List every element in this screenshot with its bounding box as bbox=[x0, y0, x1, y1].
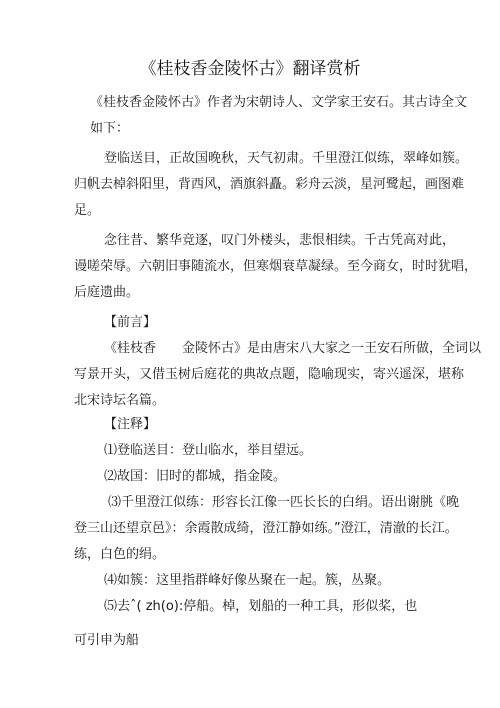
notes-heading: 【注释】 bbox=[104, 417, 157, 432]
poem-stanza-1 bbox=[0, 146, 500, 224]
notes-section bbox=[0, 412, 500, 654]
intro-paragraph bbox=[0, 90, 500, 142]
note-1: ⑴登临送目：登山临水，举目望远。 bbox=[104, 443, 313, 458]
poem1-line-3: 足。 bbox=[74, 203, 101, 218]
poem2-line-2: 谩嗟荣辱。六朝旧事随流水，但寒烟衰草凝绿。至今商女，时时犹唱， bbox=[74, 259, 478, 274]
poem2-line-1: 念往昔、繁华竞逐，叹门外楼头，悲恨相续。千古凭高对此， bbox=[104, 233, 456, 248]
note-5-line-2: 可引申为船 bbox=[74, 633, 140, 648]
poem2-line-3: 后庭遗曲。 bbox=[74, 285, 140, 300]
preface-line-2: 写景开头，又借玉树后庭花的典故点题，隐喻现实，寄兴遥深，堪称 bbox=[74, 367, 465, 382]
note-5: ⑸去ˆ( zh(o):停船。棹，划船的一种工具，形似桨，也 bbox=[104, 599, 418, 614]
intro-line-1: 《桂枝香金陵怀古》作者为宋朝诗人、文学家王安石。其古诗全文 bbox=[90, 95, 468, 110]
note-3-line-1: ⑶千里澄江似练：形容长江像一匹长长的白绢。语出谢朓《晚 bbox=[108, 495, 460, 510]
preface-line-3: 北宋诗坛名篇。 bbox=[74, 393, 166, 408]
page-title: 《桂枝香金陵怀古》翻译赏析 bbox=[139, 59, 361, 79]
note-2: ⑵故国：旧时的都城，指金陵。 bbox=[104, 469, 287, 484]
note-3-line-3: 练，白色的绢。 bbox=[74, 547, 166, 562]
poem-stanza-2 bbox=[0, 228, 500, 306]
preface-heading: 【前言】 bbox=[104, 315, 157, 330]
intro-line-2: 如下： bbox=[90, 121, 130, 136]
poem1-line-2: 归帆去棹斜阳里，背西风，酒旗斜矗。彩舟云淡，星河鹭起，画图难 bbox=[74, 177, 465, 192]
note-3-line-2: 登三山还望京邑》：余霞散成绮，澄江静如练。”澄江，清澈的长江。 bbox=[74, 521, 458, 536]
preface-section bbox=[0, 310, 500, 414]
preface-line-1: 《桂枝香 金陵怀古》是由唐宋八大家之一王安石所做，全词以 bbox=[104, 341, 482, 356]
poem1-line-1: 登临送目，正故国晚秋，天气初肃。千里澄江似练，翠峰如簇。 bbox=[104, 151, 469, 166]
note-4: ⑷如簇：这里指群峰好像丛聚在一起。簇，丛聚。 bbox=[104, 573, 391, 588]
